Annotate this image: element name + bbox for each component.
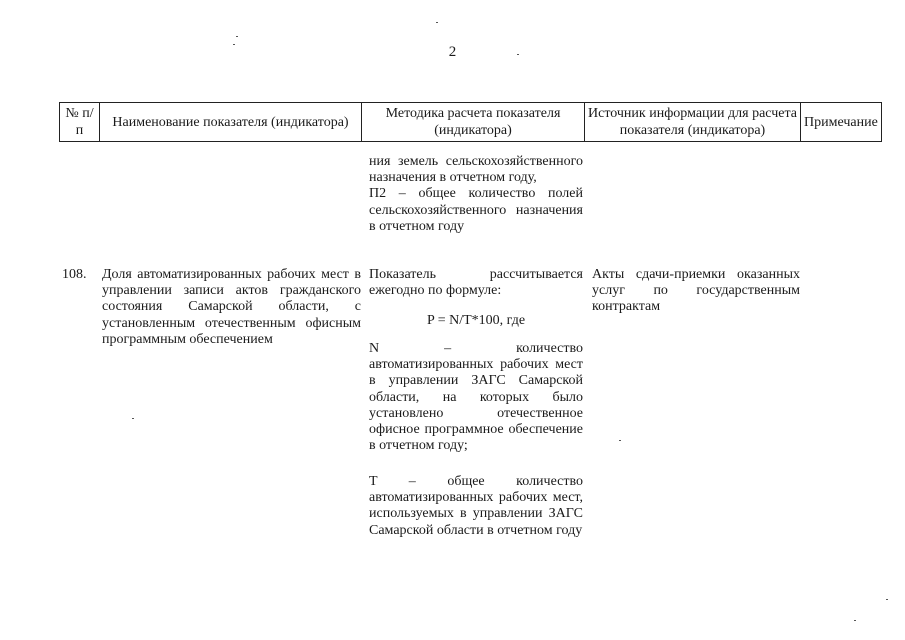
header-number: № п/п <box>60 103 100 142</box>
scan-speck <box>236 36 238 37</box>
header-source: Источник информации для расчета показателя (индикатора) <box>585 103 801 142</box>
header-note: Примечание <box>801 103 882 142</box>
header-name: Наименование показателя (индикатора) <box>100 103 362 142</box>
method-continuation: ния земель сельскохозяйственного назначения в отчетном году, П2 – общее количество полей сельскохозяйственного назначения в отчетном году <box>369 154 583 234</box>
method-intro: Показатель рассчитывается ежегодно по формуле: <box>369 267 583 299</box>
page-number: 2 <box>448 44 457 60</box>
scan-speck <box>233 44 235 45</box>
scan-speck <box>517 54 519 55</box>
info-source: Акты сдачи-приемки оказанных услуг по государственным контрактам <box>592 267 800 315</box>
scan-speck <box>854 620 856 621</box>
header-method: Методика расчета показателя (индикатора) <box>362 103 585 142</box>
method-t-definition: T – общее количество автоматизированных рабочих мест, используемых в управлении ЗАГС Самарской области в отчетном году <box>369 474 583 538</box>
formula: P = N/T*100, где <box>426 313 526 328</box>
table-header <box>59 102 882 142</box>
method-n-definition: N – количество автоматизированных рабочих мест в управлении ЗАГС Самарской области, на которых было установлено отечественное офисное программное обеспечение в отчетном году; <box>369 341 583 454</box>
indicator-name: Доля автоматизированных рабочих мест в управлении записи актов гражданского состояния Самарской области, с установленным отечественным офисным программным обеспечением <box>102 267 361 347</box>
scan-speck <box>132 418 134 419</box>
scan-speck <box>619 440 621 441</box>
scan-speck <box>436 22 438 23</box>
row-number: 108. <box>62 267 87 282</box>
scan-speck <box>886 599 888 600</box>
